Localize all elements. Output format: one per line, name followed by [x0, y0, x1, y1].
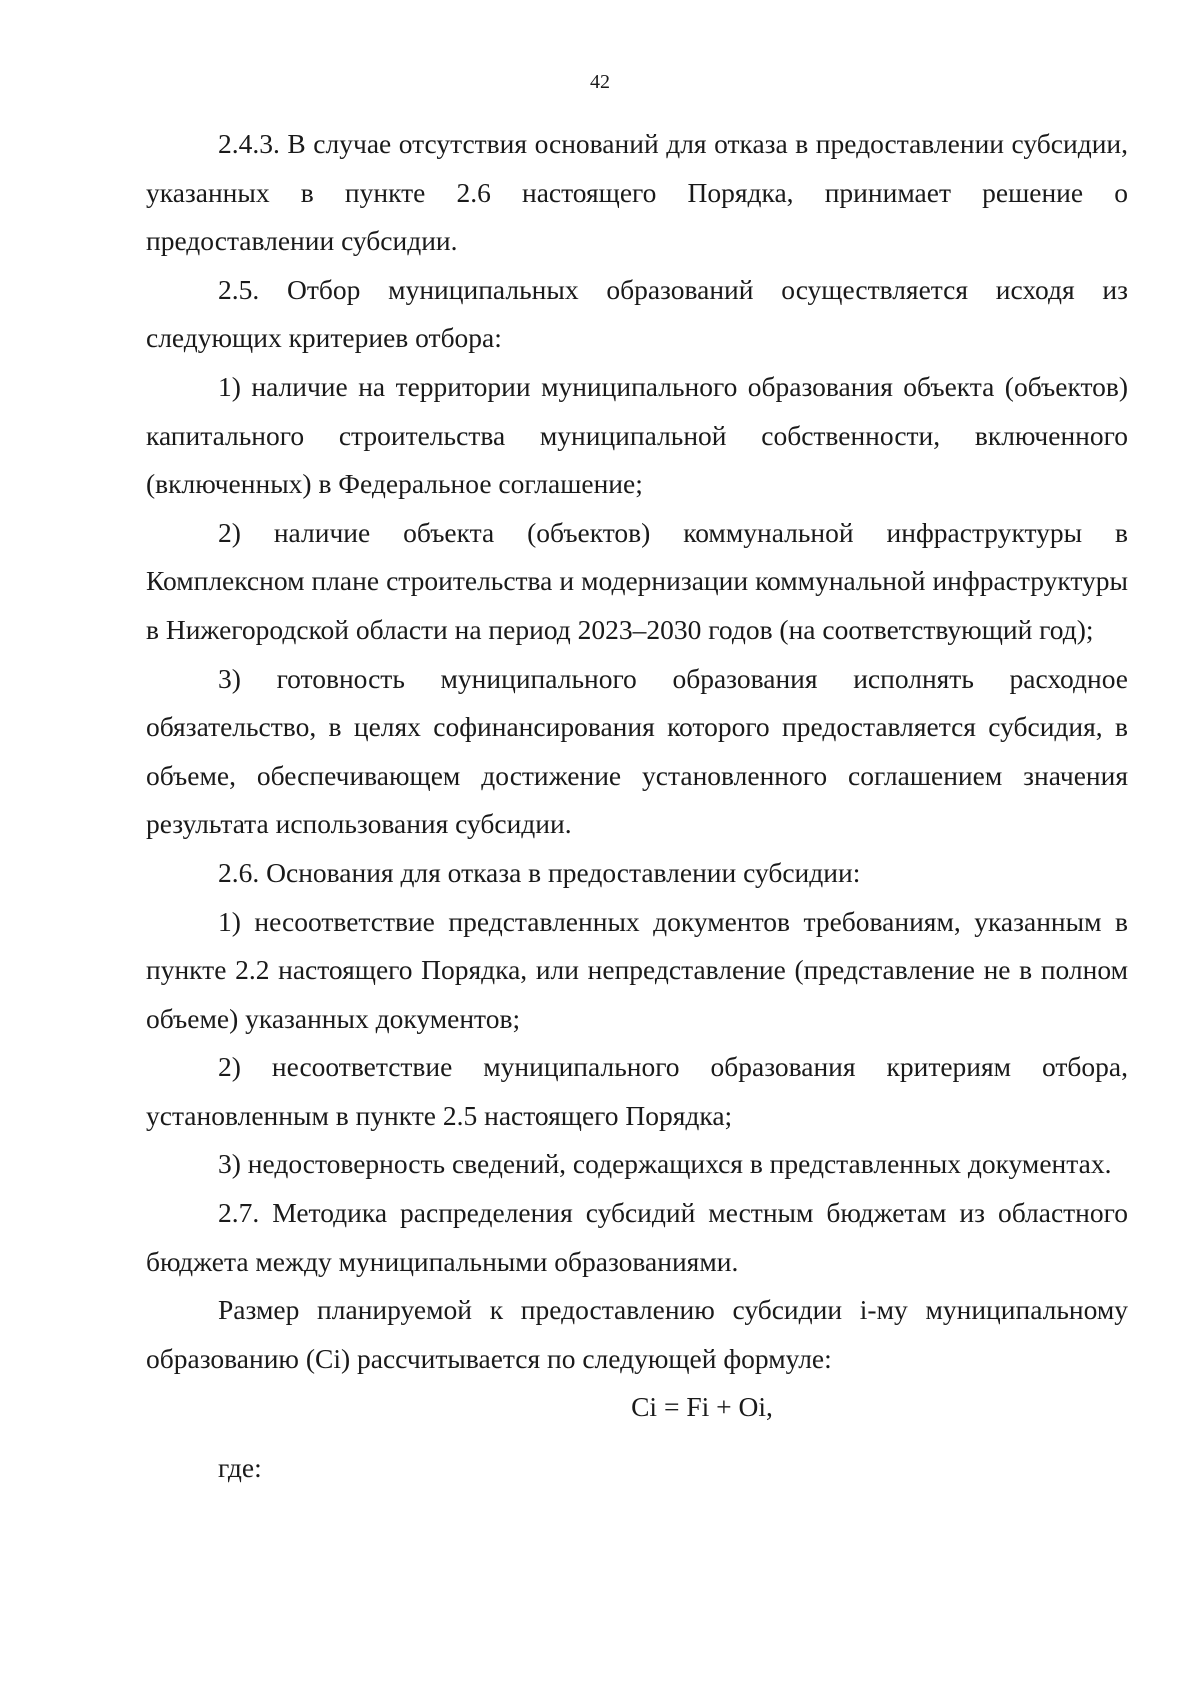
paragraph-2-5-item-1: 1) наличие на территории муниципального образования объекта (объектов) капитального строительства муниципальной собственности, включенного (включенных) в Федеральное соглашение;	[146, 370, 1128, 500]
paragraph-2-4-3: 2.4.3. В случае отсутствия оснований для отказа в предоставлении субсидии, указанных в пункте 2.6 настоящего Порядка, принимает решение о предоставлении субсидии.	[146, 128, 1128, 257]
document-body	[146, 120, 1128, 1493]
paragraph-2-6-item-3: 3) недостоверность сведений, содержащихся в представленных документах.	[218, 1148, 1112, 1180]
formula: Ci = Fi + Oi,	[631, 1391, 773, 1423]
page-number: 42	[590, 71, 610, 93]
paragraph-2-7: 2.7. Методика распределения субсидий местным бюджетам из областного бюджета между муниципальными образованиями.	[146, 1197, 1128, 1277]
paragraph-2-6-item-1: 1) несоответствие представленных документов требованиям, указанным в пункте 2.2 настоящего Порядка, или непредставление (представление не в полном объеме) указанных документов;	[146, 905, 1128, 1034]
paragraph-subsidy-size: Размер планируемой к предоставлению субсидии i-му муниципальному образованию (Ci) рассчитывается по следующей формуле:	[146, 1294, 1128, 1374]
paragraph-2-5-item-2: 2) наличие объекта (объектов) коммунальной инфраструктуры в Комплексном плане строительства и модернизации коммунальной инфраструктуры в Нижегородской области на период 2023–2030 годов (на соответствующий год);	[146, 516, 1128, 645]
paragraph-2-5-item-3: 3) готовность муниципального образования исполнять расходное обязательство, в целях софинансирования которого предоставляется субсидия, в объеме, обеспечивающем достижение установленного соглашением значения результата использования субсидии.	[146, 662, 1128, 840]
paragraph-2-5: 2.5. Отбор муниципальных образований осуществляется исходя из следующих критериев отбора:	[146, 273, 1128, 354]
paragraph-2-6: 2.6. Основания для отказа в предоставлении субсидии:	[218, 856, 861, 888]
where-label: где:	[218, 1452, 262, 1484]
paragraph-2-6-item-2: 2) несоответствие муниципального образования критериям отбора, установленным в пункте 2.5 настоящего Порядка;	[146, 1051, 1128, 1131]
